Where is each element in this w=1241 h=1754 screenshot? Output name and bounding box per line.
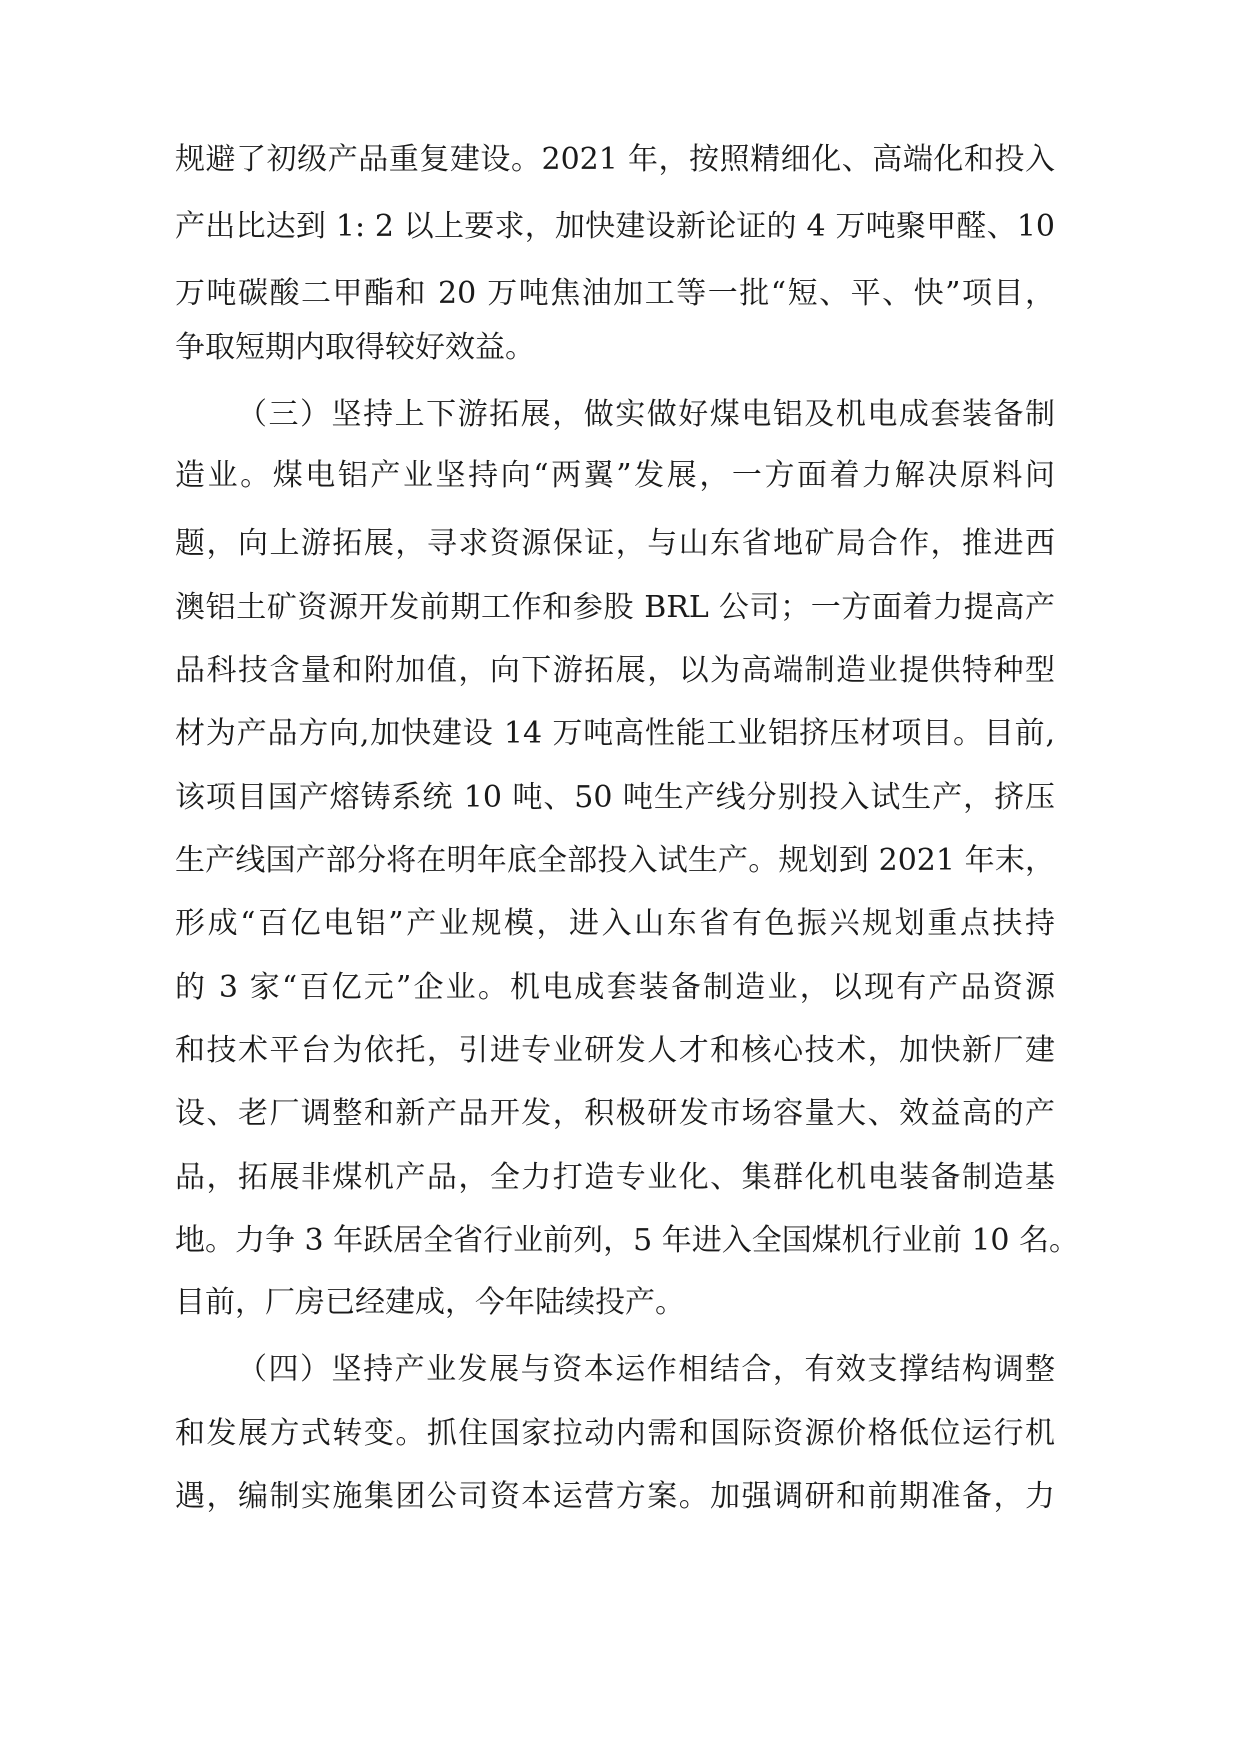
body-text-line: 形成“百亿电铝”产业规模，进入山东省有色振兴规划重点扶持 (175, 906, 1055, 941)
body-text-line: 地。力争 3 年跃居全省行业前列，5 年进入全国煤机行业前 10 名。 (175, 1223, 1080, 1258)
body-text-line: 材为产品方向,加快建设 14 万吨高性能工业铝挤压材项目。目前, (175, 716, 1055, 751)
body-text-line: 和发展方式转变。抓住国家拉动内需和国际资源价格低位运行机 (175, 1416, 1055, 1451)
body-text-line: 和技术平台为依托，引进专业研发人才和核心技术，加快新厂建 (175, 1033, 1055, 1068)
body-text-line: 该项目国产熔铸系统 10 吨、50 吨生产线分别投入试生产，挤压 (175, 780, 1055, 815)
section-heading-line: （三）坚持上下游拓展，做实做好煤电铝及机电成套装备制 (237, 397, 1055, 432)
body-text-line: 万吨碳酸二甲酯和 20 万吨焦油加工等一批“短、平、快”项目， (175, 276, 1055, 311)
body-text-line: 生产线国产部分将在明年底全部投入试生产。规划到 2021 年末， (175, 843, 1055, 878)
body-text-line: 题，向上游拓展，寻求资源保证，与山东省地矿局合作，推进西 (175, 526, 1055, 561)
body-text-line: 产出比达到 1: 2 以上要求，加快建设新论证的 4 万吨聚甲醛、10 (175, 209, 1055, 244)
body-text-line: 造业。煤电铝产业坚持向“两翼”发展，一方面着力解决原料问 (175, 458, 1055, 493)
section-heading-line: （四）坚持产业发展与资本运作相结合，有效支撑结构调整 (237, 1352, 1055, 1387)
body-text-line: 的 3 家“百亿元”企业。机电成套装备制造业，以现有产品资源 (175, 970, 1055, 1005)
body-text-line: 争取短期内取得较好效益。 (175, 330, 535, 365)
body-text-line: 澳铝土矿资源开发前期工作和参股 BRL 公司；一方面着力提高产 (175, 590, 1055, 625)
body-text-line: 品科技含量和附加值，向下游拓展，以为高端制造业提供特种型 (175, 653, 1055, 688)
body-text-line: 遇，编制实施集团公司资本运营方案。加强调研和前期准备，力 (175, 1479, 1055, 1514)
body-text-line: 规避了初级产品重复建设。2021 年，按照精细化、高端化和投入 (175, 142, 1055, 177)
body-text-line: 品，拓展非煤机产品，全力打造专业化、集群化机电装备制造基 (175, 1160, 1055, 1195)
body-text-line: 设、老厂调整和新产品开发，积极研发市场容量大、效益高的产 (175, 1096, 1055, 1131)
body-text-line: 目前，厂房已经建成，今年陆续投产。 (175, 1285, 685, 1320)
